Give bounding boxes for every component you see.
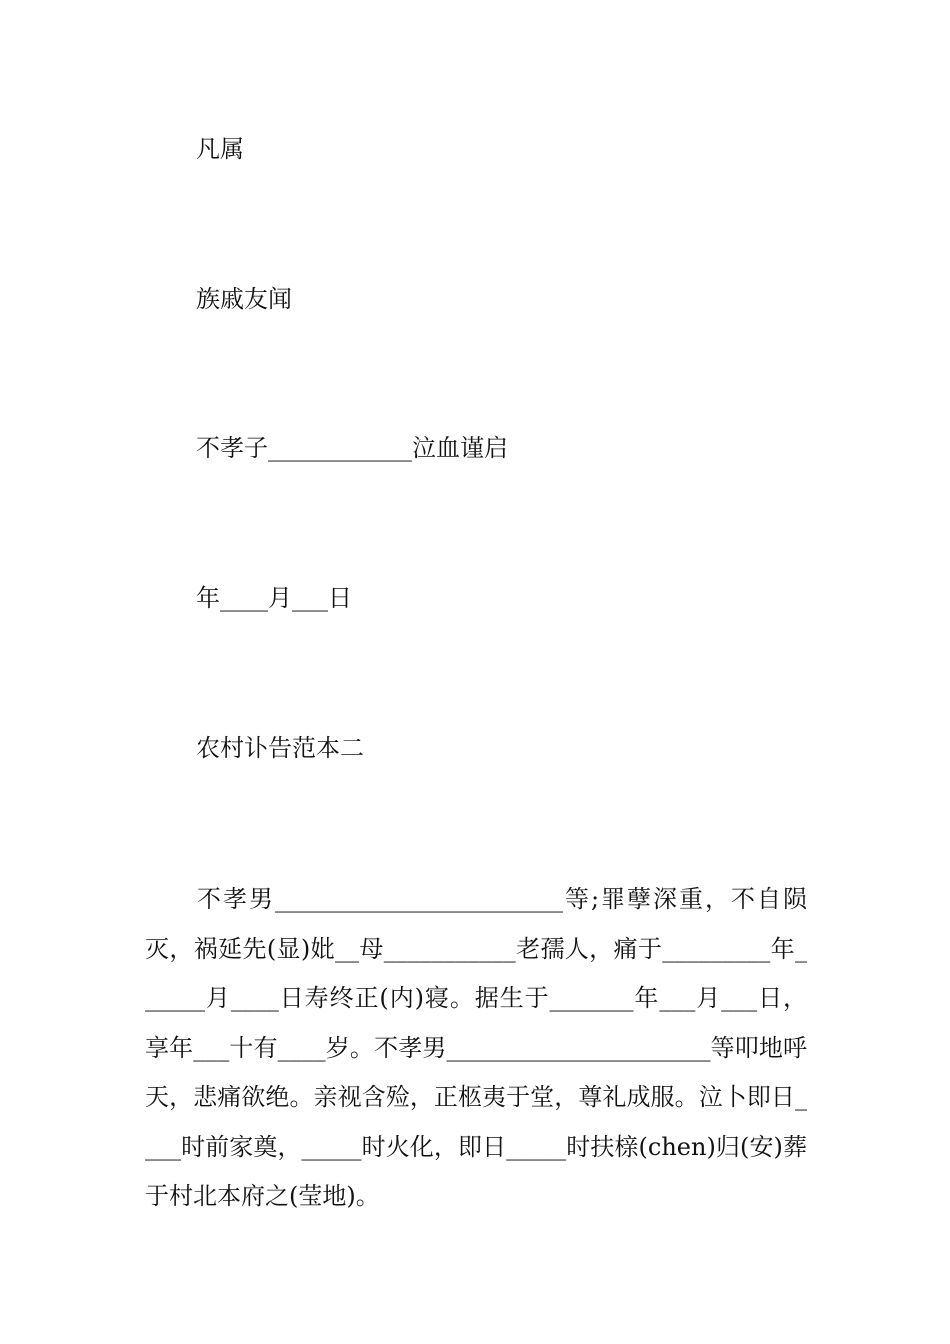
line-date: 年____月___日 [196,584,352,612]
line-fanshu: 凡属 [196,135,244,163]
section-heading: 农村讣告范本二 [196,734,364,762]
line-zuqi-youwen: 族戚友闻 [196,285,292,313]
line-signature: 不孝子____________泣血谨启 [196,434,508,462]
obituary-paragraph: 不孝男________________________等;罪孽深重，不自陨灭，祸延先(显)妣__母___________老孺人，痛于_________年______月____日寿终正(内)寝。据生于_______年___月___日，享年___十有____岁。不孝男______________________等叩地呼天，悲痛欲绝。亲视含殓，正柩夷于堂，尊礼成服。泣卜即日____时前家奠，_____时火化，即日_____时扶榇(chen)归(安)葬于村北本府之(莹地)。 [145,885,807,1210]
